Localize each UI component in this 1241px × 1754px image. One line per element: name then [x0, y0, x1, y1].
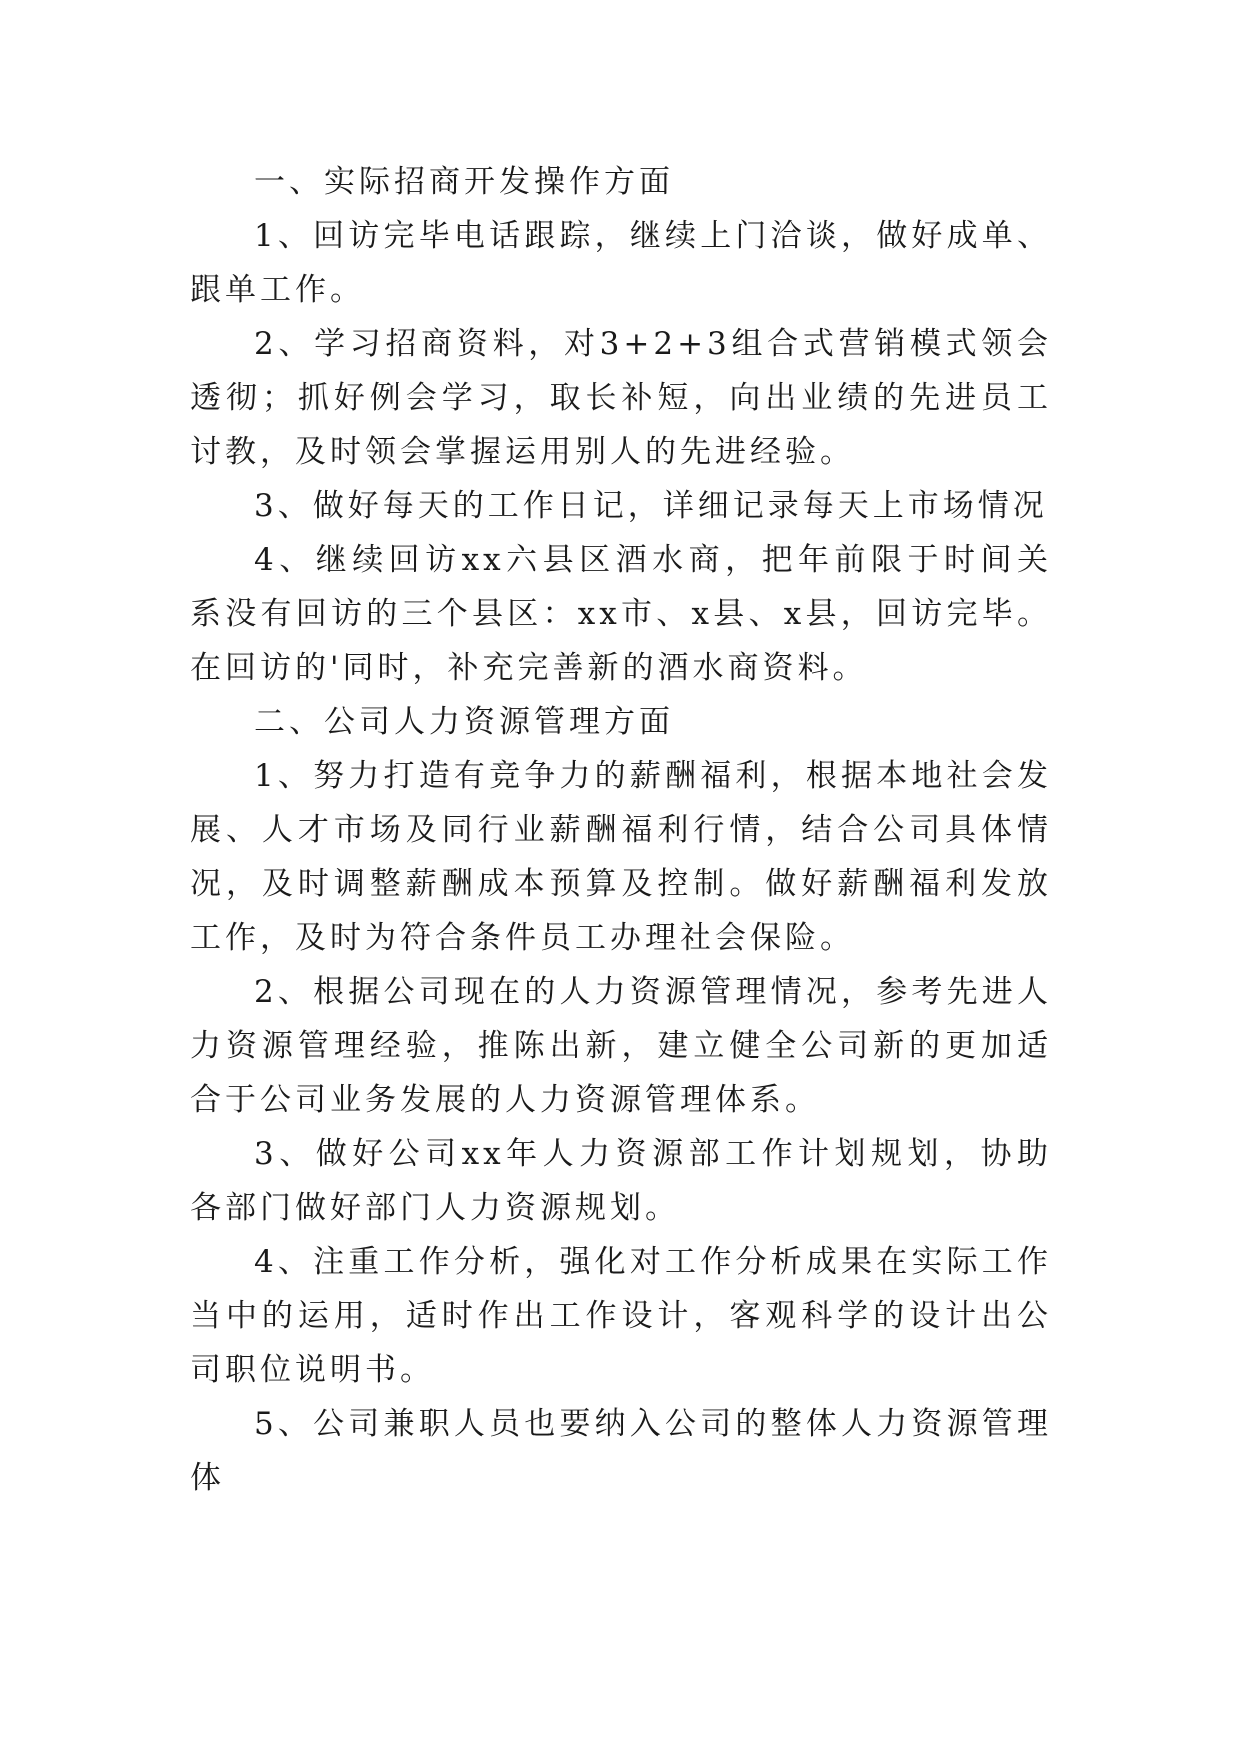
paragraph: 3、做好每天的工作日记，详细记录每天上市场情况 — [254, 488, 1048, 524]
paragraph: 2、学习招商资料，对3+2+3组合式营销模式领会透彻；抓好例会学习，取长补短，向出业绩的先进员工讨教，及时领会掌握运用别人的先进经验。 — [190, 326, 1052, 470]
paragraph: 1、回访完毕电话跟踪，继续上门洽谈，做好成单、跟单工作。 — [190, 218, 1052, 308]
paragraph: 5、公司兼职人员也要纳入公司的整体人力资源管理体 — [190, 1406, 1052, 1496]
paragraph: 4、继续回访xx六县区酒水商，把年前限于时间关系没有回访的三个县区：xx市、x县、x县，回访完毕。在回访的'同时，补充完善新的酒水商资料。 — [190, 542, 1052, 686]
paragraph: 4、注重工作分析，强化对工作分析成果在实际工作当中的运用，适时作出工作设计，客观科学的设计出公司职位说明书。 — [190, 1244, 1052, 1388]
paragraph: 1、努力打造有竞争力的薪酬福利，根据本地社会发展、人才市场及同行业薪酬福利行情，结合公司具体情况，及时调整薪酬成本预算及控制。做好薪酬福利发放工作，及时为符合条件员工办理社会保险。 — [190, 758, 1052, 956]
paragraph: 3、做好公司xx年人力资源部工作计划规划，协助各部门做好部门人力资源规划。 — [190, 1136, 1052, 1226]
section-heading-investment: 一、实际招商开发操作方面 — [254, 164, 674, 200]
paragraph: 2、根据公司现在的人力资源管理情况，参考先进人力资源管理经验，推陈出新，建立健全公司新的更加适合于公司业务发展的人力资源管理体系。 — [190, 974, 1052, 1118]
section-heading-hr: 二、公司人力资源管理方面 — [254, 704, 674, 740]
document-body — [190, 155, 1052, 1505]
